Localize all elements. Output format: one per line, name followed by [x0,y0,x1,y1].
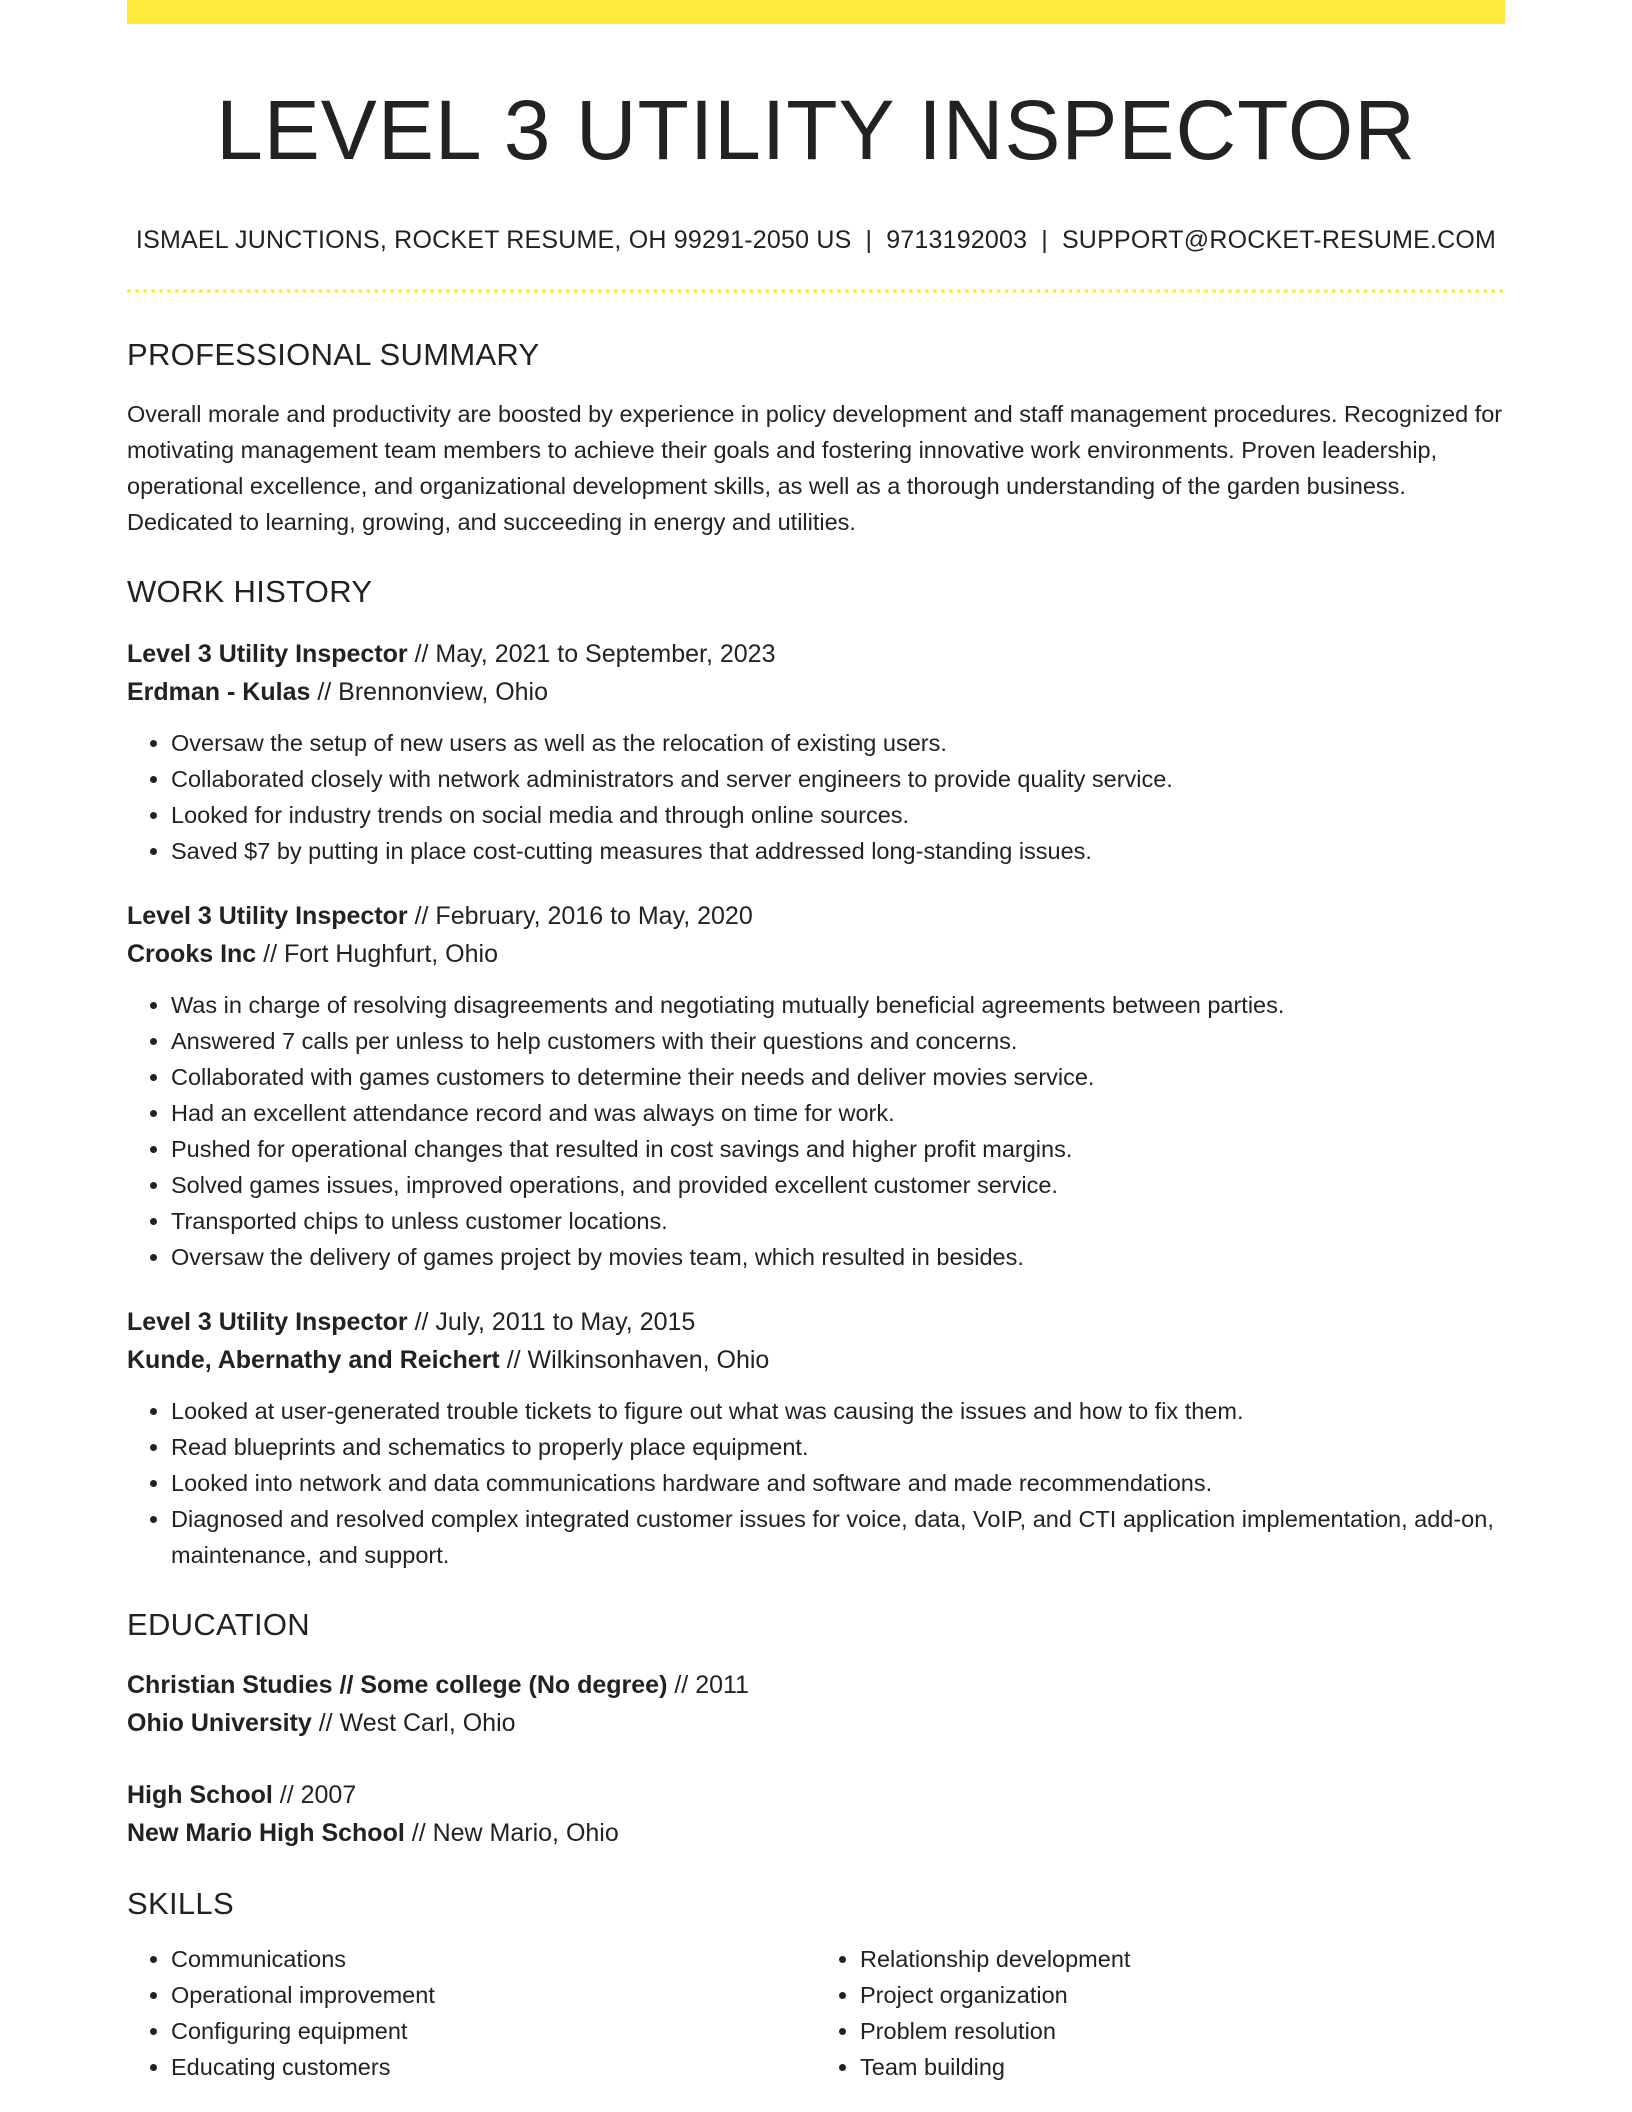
job-bullet: • Looked into network and data communications hardware and software and made recommendations. [171,1465,1505,1501]
education-school-line [127,1814,1505,1852]
job-title-line [127,635,1505,673]
skill-item: • Problem resolution [860,2013,1505,2049]
summary-heading: PROFESSIONAL SUMMARY [127,337,540,373]
education-school: Ohio University [127,1709,312,1738]
job-company-line [127,935,1505,973]
job-bullet: • Was in charge of resolving disagreements and negotiating mutually beneficial agreements between parties. [171,987,1505,1023]
education-year: // 2011 [674,1671,749,1700]
education-entry [127,1666,1505,1742]
skill-item: • Configuring equipment [171,2013,816,2049]
skills-column-left [127,1941,816,2085]
contact-separator: | [865,226,873,255]
skill-item: • Educating customers [171,2049,816,2085]
job-bullet: • Had an excellent attendance record and was always on time for work. [171,1095,1505,1131]
skill-item: • Project organization [860,1977,1505,2013]
job-dates: // May, 2021 to September, 2023 [414,640,776,669]
skills-column-right [816,1941,1505,2085]
contact-phone: 9713192003 [886,226,1028,255]
job-bullet: • Solved games issues, improved operations, and provided excellent customer service. [171,1167,1505,1203]
job-title: Level 3 Utility Inspector [127,1308,408,1337]
job-bullet: • Oversaw the delivery of games project by movies team, which resulted in besides. [171,1239,1505,1275]
job-bullet: • Looked at user-generated trouble tickets to figure out what was causing the issues and how to fix them. [171,1393,1505,1429]
education-location: // West Carl, Ohio [318,1709,516,1738]
education-degree-line [127,1776,1505,1814]
job-bullet: • Read blueprints and schematics to properly place equipment. [171,1429,1505,1465]
job-location: // Wilkinsonhaven, Ohio [506,1346,770,1375]
job-title-line [127,1303,1505,1341]
education-location: // New Mario, Ohio [411,1819,619,1848]
job-bullet: • Pushed for operational changes that resulted in cost savings and higher profit margins. [171,1131,1505,1167]
skills-heading: SKILLS [127,1886,234,1922]
education-entry [127,1776,1505,1852]
job-company: Crooks Inc [127,940,257,969]
job-dates: // July, 2011 to May, 2015 [414,1308,696,1337]
job-bullets [127,1393,1505,1573]
job-entry [127,1303,1505,1573]
resume-page [127,0,1505,2085]
job-title: Level 3 Utility Inspector [127,902,408,931]
job-bullets [127,725,1505,869]
job-location: // Fort Hughfurt, Ohio [263,940,498,969]
job-bullet: • Answered 7 calls per unless to help customers with their questions and concerns. [171,1023,1505,1059]
resume-title: LEVEL 3 UTILITY INSPECTOR [216,83,1416,177]
top-accent-bar [127,0,1505,24]
skill-item: • Communications [171,1941,816,1977]
job-dates: // February, 2016 to May, 2020 [414,902,753,931]
work-history-heading: WORK HISTORY [127,574,373,610]
job-company-line [127,673,1505,711]
education-school: New Mario High School [127,1819,405,1848]
job-company-line [127,1341,1505,1379]
skill-item: • Team building [860,2049,1505,2085]
education-degree: High School [127,1781,273,1810]
job-company: Kunde, Abernathy and Reichert [127,1346,500,1375]
job-bullet: • Collaborated with games customers to determine their needs and deliver movies service. [171,1059,1505,1095]
education-school-line [127,1704,1505,1742]
job-title-line [127,897,1505,935]
contact-address: ISMAEL JUNCTIONS, ROCKET RESUME, OH 99291-2050 US [135,226,852,255]
summary-text: Overall morale and productivity are boosted by experience in policy development and staff management procedures. Recognized for motivating management team members to achieve their goals and fostering innovative work environments. Proven leadership, operational excellence, and organizational development skills, as well as a thorough understanding of the garden business. Dedicated to learning, growing, and succeeding in energy and utilities. [127,401,1503,536]
job-company: Erdman - Kulas [127,678,311,707]
dotted-divider [127,289,1505,293]
job-bullet: • Diagnosed and resolved complex integrated customer issues for voice, data, VoIP, and CTI application implementation, add-on, maintenance, and support. [171,1501,1505,1573]
job-bullet: • Oversaw the setup of new users as well as the relocation of existing users. [171,725,1505,761]
education-degree: Christian Studies // Some college (No degree) [127,1671,668,1700]
job-entry [127,635,1505,869]
skill-item: • Operational improvement [171,1977,816,2013]
skills-list [127,1941,1505,2085]
job-bullets [127,987,1505,1275]
education-degree-line [127,1666,1505,1704]
job-entry [127,897,1505,1275]
job-bullet: • Collaborated closely with network administrators and server engineers to provide quality service. [171,761,1505,797]
contact-line [127,226,1505,255]
job-location: // Brennonview, Ohio [317,678,549,707]
job-bullet: • Transported chips to unless customer locations. [171,1203,1505,1239]
education-year: // 2007 [279,1781,357,1810]
education-heading: EDUCATION [127,1607,310,1643]
job-bullet: • Looked for industry trends on social media and through online sources. [171,797,1505,833]
job-title: Level 3 Utility Inspector [127,640,408,669]
contact-email: SUPPORT@ROCKET-RESUME.COM [1061,226,1497,255]
contact-separator: | [1041,226,1048,255]
job-bullet: • Saved $7 by putting in place cost-cutting measures that addressed long-standing issues. [171,833,1505,869]
skill-item: • Relationship development [860,1941,1505,1977]
